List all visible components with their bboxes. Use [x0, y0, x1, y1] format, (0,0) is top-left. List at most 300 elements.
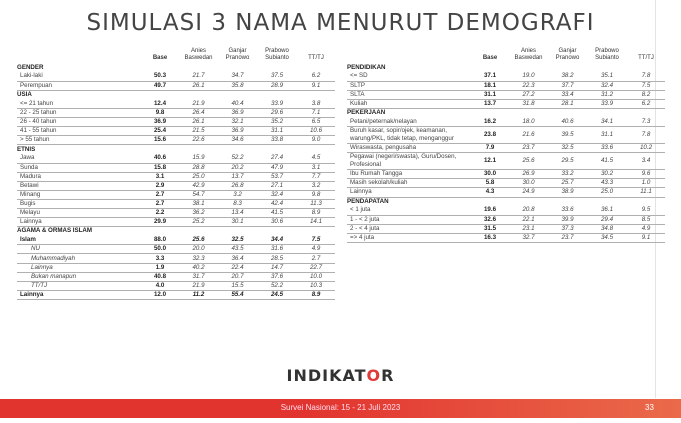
section-label: PEKERJAAN [347, 108, 471, 117]
prabowo-value: 36.1 [587, 206, 627, 215]
empty-cell [257, 227, 297, 236]
tttj-value: 7.1 [297, 108, 335, 117]
prabowo-value: 27.4 [257, 154, 297, 163]
ganjar-value: 40.6 [548, 118, 587, 127]
prabowo-value: 35.1 [587, 72, 627, 81]
anies-value: 38.1 [179, 199, 218, 208]
row-label: 2 - < 4 juta [347, 224, 471, 233]
section-label: USIA [17, 90, 141, 99]
anies-value: 18.0 [509, 118, 548, 127]
table-row [347, 144, 665, 153]
row-label: Bugis [17, 199, 141, 208]
tttj-value: 3.2 [297, 181, 335, 190]
table-row [17, 81, 335, 90]
anies-value: 21.9 [179, 99, 218, 108]
ganjar-value: 34.6 [218, 136, 257, 145]
section-label: AGAMA & ORMAS ISLAM [17, 227, 141, 236]
section-header-row [347, 63, 665, 72]
table-row [347, 215, 665, 224]
ganjar-value: 33.6 [548, 206, 587, 215]
tttj-value: 7.5 [627, 81, 665, 90]
row-label: Perempuan [17, 81, 141, 90]
row-label: > 55 tahun [17, 136, 141, 145]
base-value: 15.8 [141, 163, 179, 172]
section-label: PENDAPATAN [347, 197, 471, 206]
base-value: 7.9 [471, 144, 509, 153]
anies-value: 31.8 [509, 99, 548, 108]
tttj-value: 3.4 [627, 153, 665, 170]
tttj-value: 9.1 [627, 233, 665, 242]
anies-value: 32.3 [179, 254, 218, 263]
prabowo-value: 35.2 [257, 118, 297, 127]
table-row [17, 72, 335, 81]
tttj-value: 11.1 [627, 188, 665, 197]
row-label: 22 - 25 tahun [17, 108, 141, 117]
row-label: Minang [17, 190, 141, 199]
empty-cell [257, 63, 297, 72]
table-row [17, 254, 335, 263]
anies-value: 26.4 [179, 108, 218, 117]
empty-cell [627, 197, 665, 206]
base-value: 12.0 [141, 290, 179, 299]
row-label: Ibu Rumah Tangga [347, 170, 471, 179]
row-label: 41 - 55 tahun [17, 127, 141, 136]
tttj-value: 3.8 [297, 99, 335, 108]
logo-text-start: INDIKAT [286, 366, 367, 385]
base-value: 30.0 [471, 170, 509, 179]
ganjar-value: 32.5 [548, 144, 587, 153]
base-value: 37.1 [471, 72, 509, 81]
ganjar-value: 33.4 [548, 90, 587, 99]
anies-value: 42.9 [179, 181, 218, 190]
header-anies: Anies Baswedan [514, 48, 543, 61]
table-row [17, 118, 335, 127]
empty-cell [548, 197, 587, 206]
table-row [347, 81, 665, 90]
prabowo-value: 24.5 [257, 290, 297, 299]
tttj-value: 6.2 [297, 72, 335, 81]
tttj-value: 10.6 [297, 127, 335, 136]
table-row [17, 199, 335, 208]
empty-cell [471, 63, 509, 72]
prabowo-value: 32.4 [587, 81, 627, 90]
ganjar-value: 26.8 [218, 181, 257, 190]
prabowo-value: 33.9 [587, 99, 627, 108]
anies-value: 20.8 [509, 206, 548, 215]
ganjar-value: 52.2 [218, 154, 257, 163]
base-value: 18.1 [471, 81, 509, 90]
empty-cell [179, 145, 218, 154]
table-row [17, 154, 335, 163]
row-label: Betawi [17, 181, 141, 190]
page-title: SIMULASI 3 NAMA MENURUT DEMOGRAFI [86, 10, 595, 36]
table-row [347, 90, 665, 99]
ganjar-value: 39.5 [548, 127, 587, 144]
header-ganjar: Ganjar Pranowo [225, 48, 250, 61]
row-label: Lainnya [17, 218, 141, 227]
empty-cell [218, 63, 257, 72]
base-value: 40.8 [141, 272, 179, 281]
ganjar-value: 33.2 [548, 170, 587, 179]
base-value: 23.8 [471, 127, 509, 144]
row-label: Jawa [17, 154, 141, 163]
row-label: Muhammadiyah [17, 254, 141, 263]
prabowo-value: 29.4 [587, 215, 627, 224]
row-label: SLTP [347, 81, 471, 90]
row-label: Melayu [17, 209, 141, 218]
prabowo-value: 34.5 [587, 233, 627, 242]
table-row [17, 272, 335, 281]
ganjar-value: 35.8 [218, 81, 257, 90]
empty-cell [257, 90, 297, 99]
empty-cell [509, 197, 548, 206]
right-table-panel [347, 48, 665, 243]
tttj-value: 9.6 [627, 170, 665, 179]
tttj-value: 8.2 [627, 90, 665, 99]
prabowo-value: 31.1 [257, 127, 297, 136]
empty-cell [257, 145, 297, 154]
anies-value: 22.6 [179, 136, 218, 145]
anies-value: 23.7 [509, 144, 548, 153]
row-label: <= 21 tahun [17, 99, 141, 108]
empty-cell [141, 90, 179, 99]
empty-cell [297, 90, 335, 99]
prabowo-value: 34.4 [257, 236, 297, 245]
row-label: Petani/peternak/nelayan [347, 118, 471, 127]
base-value: 4.3 [471, 188, 509, 197]
table-header-row [347, 48, 665, 63]
tttj-value: 6.5 [297, 118, 335, 127]
prabowo-value: 37.6 [257, 272, 297, 281]
base-value: 50.0 [141, 245, 179, 254]
empty-cell [627, 63, 665, 72]
table-row [17, 127, 335, 136]
anies-value: 36.2 [179, 209, 218, 218]
table-row [347, 118, 665, 127]
section-header-row [347, 108, 665, 117]
table-row [17, 190, 335, 199]
ganjar-value: 15.5 [218, 281, 257, 290]
tttj-value: 11.3 [297, 199, 335, 208]
anies-value: 40.2 [179, 263, 218, 272]
prabowo-value: 28.5 [257, 254, 297, 263]
empty-cell [141, 145, 179, 154]
base-value: 31.5 [471, 224, 509, 233]
prabowo-value: 14.7 [257, 263, 297, 272]
base-value: 2.2 [141, 209, 179, 218]
prabowo-value: 33.9 [257, 99, 297, 108]
prabowo-value: 32.4 [257, 190, 297, 199]
table-row [17, 181, 335, 190]
row-label: Laki-laki [17, 72, 141, 81]
ganjar-value: 36.4 [218, 254, 257, 263]
base-value: 9.8 [141, 108, 179, 117]
anies-value: 24.9 [509, 188, 548, 197]
table-row [17, 136, 335, 145]
anies-value: 22.3 [509, 81, 548, 90]
prabowo-value: 30.2 [587, 170, 627, 179]
anies-value: 26.1 [179, 118, 218, 127]
prabowo-value: 34.1 [587, 118, 627, 127]
base-value: 4.0 [141, 281, 179, 290]
prabowo-value: 33.8 [257, 136, 297, 145]
empty-cell [218, 145, 257, 154]
anies-value: 30.0 [509, 179, 548, 188]
tttj-value: 7.3 [627, 118, 665, 127]
section-header-row [17, 227, 335, 236]
ganjar-value: 22.4 [218, 263, 257, 272]
prabowo-value: 42.4 [257, 199, 297, 208]
ganjar-value: 37.3 [548, 224, 587, 233]
table-row [17, 290, 335, 299]
ganjar-value: 36.9 [218, 108, 257, 117]
tttj-value: 9.1 [297, 81, 335, 90]
base-value: 2.7 [141, 199, 179, 208]
header-prabowo: Prabowo Subianto [595, 48, 619, 61]
tttj-value: 9.5 [627, 206, 665, 215]
logo-o-mark: O [366, 366, 382, 385]
anies-value: 21.6 [509, 127, 548, 144]
anies-value: 25.6 [179, 236, 218, 245]
anies-value: 11.2 [179, 290, 218, 299]
empty-cell [587, 197, 627, 206]
ganjar-value: 39.9 [548, 215, 587, 224]
ganjar-value: 37.7 [548, 81, 587, 90]
header-anies: Anies Baswedan [184, 48, 213, 61]
row-label: Wiraswasta, pengusaha [347, 144, 471, 153]
ganjar-value: 8.3 [218, 199, 257, 208]
anies-value: 25.0 [179, 172, 218, 181]
base-value: 50.3 [141, 72, 179, 81]
tttj-value: 1.0 [627, 179, 665, 188]
prabowo-value: 33.6 [587, 144, 627, 153]
prabowo-value: 31.6 [257, 245, 297, 254]
tttj-value: 10.0 [297, 272, 335, 281]
base-value: 49.7 [141, 81, 179, 90]
ganjar-value: 55.4 [218, 290, 257, 299]
tttj-value: 7.5 [297, 236, 335, 245]
header-empty [347, 48, 471, 63]
left-table-panel [17, 48, 335, 300]
prabowo-value: 25.0 [587, 188, 627, 197]
base-value: 12.1 [471, 153, 509, 170]
row-label: Masih sekolah/kuliah [347, 179, 471, 188]
tttj-value: 4.5 [297, 154, 335, 163]
section-header-row [347, 197, 665, 206]
ganjar-value: 20.7 [218, 272, 257, 281]
row-label: < 1 juta [347, 206, 471, 215]
anies-value: 21.5 [179, 127, 218, 136]
prabowo-value: 43.3 [587, 179, 627, 188]
anies-value: 26.9 [509, 170, 548, 179]
table-row [347, 72, 665, 81]
prabowo-value: 30.6 [257, 218, 297, 227]
prabowo-value: 27.1 [257, 181, 297, 190]
left-demography-table [17, 48, 335, 300]
table-row [347, 224, 665, 233]
table-header-row [17, 48, 335, 63]
empty-cell [627, 108, 665, 117]
table-row [17, 172, 335, 181]
base-value: 12.4 [141, 99, 179, 108]
header-tttj: TT/TJ [308, 55, 324, 61]
anies-value: 25.6 [509, 153, 548, 170]
base-value: 16.2 [471, 118, 509, 127]
page-number: 33 [645, 403, 654, 412]
prabowo-value: 31.1 [587, 127, 627, 144]
row-label: Lainnya [17, 290, 141, 299]
row-label: Bukan manapun [17, 272, 141, 281]
empty-cell [141, 63, 179, 72]
anies-value: 25.2 [179, 218, 218, 227]
tttj-value: 9.0 [297, 136, 335, 145]
base-value: 2.7 [141, 190, 179, 199]
header-ganjar: Ganjar Pranowo [555, 48, 580, 61]
prabowo-value: 41.5 [587, 153, 627, 170]
ganjar-value: 34.7 [218, 72, 257, 81]
empty-cell [587, 63, 627, 72]
ganjar-value: 29.5 [548, 153, 587, 170]
ganjar-value: 32.1 [218, 118, 257, 127]
empty-cell [471, 108, 509, 117]
ganjar-value: 3.2 [218, 190, 257, 199]
row-label: NU [17, 245, 141, 254]
row-label: Lainnya [347, 188, 471, 197]
ganjar-value: 36.9 [218, 127, 257, 136]
base-value: 5.8 [471, 179, 509, 188]
empty-cell [509, 63, 548, 72]
ganjar-value: 38.2 [548, 72, 587, 81]
ganjar-value: 32.5 [218, 236, 257, 245]
left-table-body [17, 63, 335, 299]
indikator-logo [0, 366, 681, 385]
ganjar-value: 20.2 [218, 163, 257, 172]
base-value: 15.6 [141, 136, 179, 145]
base-value: 40.6 [141, 154, 179, 163]
base-value: 13.7 [471, 99, 509, 108]
right-table-body [347, 63, 665, 243]
tttj-value: 22.7 [297, 263, 335, 272]
tttj-value: 8.9 [297, 209, 335, 218]
empty-cell [179, 63, 218, 72]
empty-cell [218, 227, 257, 236]
anies-value: 54.7 [179, 190, 218, 199]
tttj-value: 10.2 [627, 144, 665, 153]
survey-caption: Survei Nasional: 15 - 21 Juli 2023 [280, 403, 401, 412]
row-label: Pegawai (negeri/swasta), Guru/Dosen, Profesional [347, 153, 471, 170]
section-label: PENDIDIKAN [347, 63, 471, 72]
empty-cell [179, 227, 218, 236]
ganjar-value: 23.7 [548, 233, 587, 242]
empty-cell [141, 227, 179, 236]
anies-value: 28.8 [179, 163, 218, 172]
row-label: TT/TJ [17, 281, 141, 290]
tttj-value: 4.9 [297, 245, 335, 254]
tttj-value: 2.7 [297, 254, 335, 263]
prabowo-value: 29.6 [257, 108, 297, 117]
base-value: 88.0 [141, 236, 179, 245]
base-value: 29.9 [141, 218, 179, 227]
tttj-value: 14.1 [297, 218, 335, 227]
anies-value: 22.1 [509, 215, 548, 224]
ganjar-value: 25.7 [548, 179, 587, 188]
anies-value: 26.1 [179, 81, 218, 90]
row-label: Kuliah [347, 99, 471, 108]
tttj-value: 9.8 [297, 190, 335, 199]
row-label: 1 - < 2 juta [347, 215, 471, 224]
row-label: Buruh kasar, sopir/ojek, keamanan, warung/PKL, tidak tetap, menganggur [347, 127, 471, 144]
tttj-value: 7.7 [297, 172, 335, 181]
header-base: Base [482, 55, 498, 61]
right-demography-table [347, 48, 665, 243]
row-label: <= SD [347, 72, 471, 81]
anies-value: 21.9 [179, 281, 218, 290]
table-row [347, 99, 665, 108]
row-label: Sunda [17, 163, 141, 172]
anies-value: 19.0 [509, 72, 548, 81]
row-label: Madura [17, 172, 141, 181]
base-value: 3.3 [141, 254, 179, 263]
base-value: 16.3 [471, 233, 509, 242]
table-row [347, 153, 665, 170]
row-label: Islam [17, 236, 141, 245]
ganjar-value: 28.1 [548, 99, 587, 108]
tttj-value: 8.5 [627, 215, 665, 224]
tttj-value: 4.9 [627, 224, 665, 233]
table-row [17, 209, 335, 218]
anies-value: 27.2 [509, 90, 548, 99]
section-header-row [17, 145, 335, 154]
empty-cell [509, 108, 548, 117]
table-row [17, 108, 335, 117]
prabowo-value: 41.5 [257, 209, 297, 218]
header-empty [17, 48, 141, 63]
table-row [17, 236, 335, 245]
anies-value: 20.0 [179, 245, 218, 254]
section-label: GENDER [17, 63, 141, 72]
table-row [347, 170, 665, 179]
table-row [17, 99, 335, 108]
tttj-value: 6.2 [627, 99, 665, 108]
section-header-row [17, 63, 335, 72]
row-label: SLTA [347, 90, 471, 99]
logo-text-end: R [381, 366, 395, 385]
anies-value: 32.7 [509, 233, 548, 242]
section-header-row [17, 90, 335, 99]
header-tttj: TT/TJ [638, 55, 654, 61]
empty-cell [548, 108, 587, 117]
prabowo-value: 28.9 [257, 81, 297, 90]
base-value: 25.4 [141, 127, 179, 136]
tttj-value: 3.1 [297, 163, 335, 172]
ganjar-value: 43.5 [218, 245, 257, 254]
table-row [17, 245, 335, 254]
tttj-value: 10.3 [297, 281, 335, 290]
base-value: 32.6 [471, 215, 509, 224]
base-value: 19.6 [471, 206, 509, 215]
empty-cell [587, 108, 627, 117]
empty-cell [548, 63, 587, 72]
base-value: 1.9 [141, 263, 179, 272]
header-base: Base [152, 55, 168, 61]
anies-value: 15.9 [179, 154, 218, 163]
table-row [17, 218, 335, 227]
tttj-value: 8.9 [297, 290, 335, 299]
base-value: 3.1 [141, 172, 179, 181]
table-row [347, 179, 665, 188]
ganjar-value: 13.7 [218, 172, 257, 181]
section-label: ETNIS [17, 145, 141, 154]
